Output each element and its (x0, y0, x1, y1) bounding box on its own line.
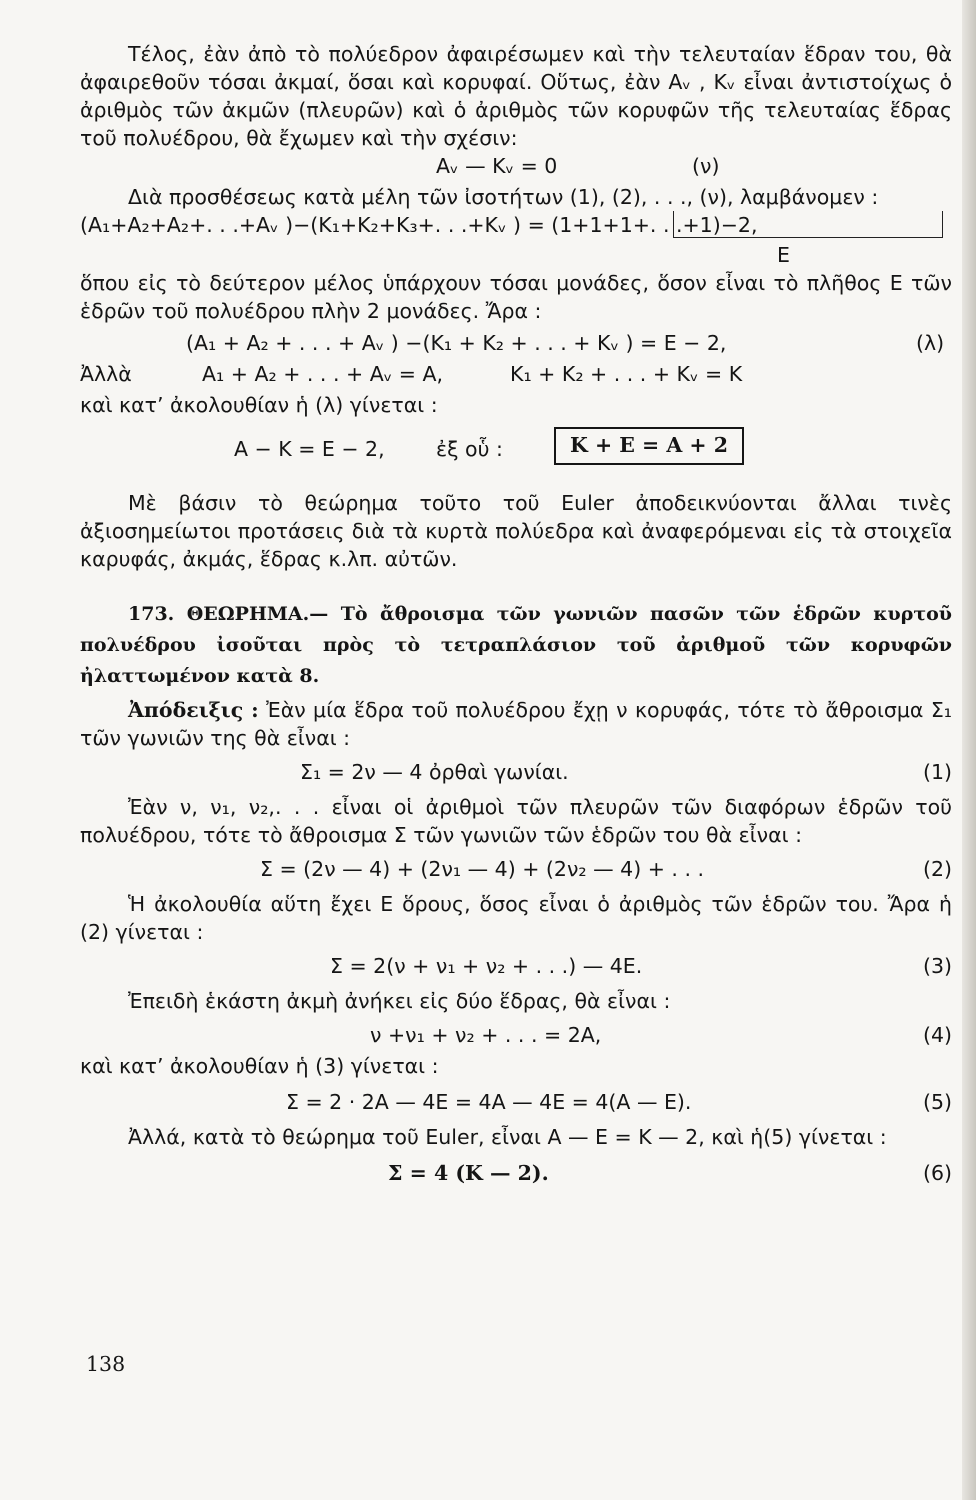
equation-1 (80, 758, 952, 789)
equation-lambda-text: (Α₁ + Α₂ + . . . + Αᵥ ) −(Κ₁ + Κ₂ + . . . + Κᵥ ) = Ε − 2, (186, 331, 727, 355)
equation-5-label: (5) (922, 1090, 952, 1114)
ex-ou-text: ἐξ οὗ : (436, 437, 503, 461)
equation-sum-left: (Α₁+Α₂+Α₂+. . .+Αᵥ )−(Κ₁+Κ₂+Κ₃+. . .+Κᵥ ) = ( (80, 213, 560, 237)
equation-3 (80, 952, 952, 983)
proof-text: Ἐὰν μία ἕδρα τοῦ πολυέδρου ἔχῃ ν κορυφάς, τότε τὸ ἄθροισμα Σ₁ τῶν γωνιῶν της θὰ εἶναι : (80, 698, 952, 750)
equation-sum-right: )−2, (712, 213, 758, 237)
equation-3-label: (3) (922, 954, 952, 978)
equation-2-label: (2) (922, 857, 952, 881)
equation-euler (80, 427, 952, 471)
euler-formula-box: Κ + Ε = Α + 2 (554, 427, 744, 465)
theorem-173: 173. ΘΕΩΡΗΜΑ.— Τὸ ἄθροισμα τῶν γωνιῶν πασῶν τῶν ἑδρῶν κυρτοῦ πολυέδρου ἰσοῦται πρὸς τὸ τετραπλάσιον τοῦ ἀριθμοῦ τῶν κορυφῶν ἠλαττωμένον κατὰ 8. (80, 603, 952, 687)
equation-nu-text: Αᵥ — Κᵥ = 0 (436, 154, 558, 178)
equation-alla (80, 360, 952, 391)
alla-equation-a: Α₁ + Α₂ + . . . + Αᵥ = Α, (202, 362, 444, 386)
equation-2-text: Σ = (2ν — 4) + (2ν₁ — 4) + (2ν₂ — 4) + . . . (260, 857, 705, 881)
paragraph-therefore: καὶ κατ’ ἀκολουθίαν ἡ (3) γίνεται : (80, 1054, 439, 1078)
page-number: 138 (86, 1352, 126, 1376)
equation-6-text: Σ = 4 (Κ — 2). (388, 1161, 549, 1185)
equation-lambda (80, 329, 952, 360)
paragraph-sequence: Ἡ ἀκολουθία αὕτη ἔχει Ε ὅρους, ὅσος εἶναι ὁ ἀριθμὸς τῶν ἑδρῶν του. Ἄρα ἡ (2) γίνεται : (80, 892, 952, 944)
equation-sum-ones: 1+1+1+. . .+1 (559, 213, 713, 237)
equation-1-text: Σ₁ = 2ν — 4 ὀρθαὶ γωνίαι. (300, 760, 569, 784)
equation-5-text: Σ = 2 · 2Α — 4Ε = 4Α — 4Ε = 4(Α — Ε). (286, 1090, 692, 1114)
underbrace-label: Ε (777, 243, 790, 267)
equation-sum (80, 211, 952, 269)
paragraph-euler-application: Μὲ βάσιν τὸ θεώρημα τοῦτο τοῦ Euler ἀποδεικνύονται ἄλλαι τινὲς ἀξιοσημείωτοι προτάσεις διὰ τὰ κυρτὰ πολύεδρα καὶ ἀναφερόμεναι εἰς τὰ στοιχεῖα καρυφάς, ἀκμάς, ἕδρας κ.λπ. αὐτῶν. (80, 491, 952, 571)
equation-4-text: ν +ν₁ + ν₂ + . . . = 2Α, (370, 1023, 602, 1047)
paragraph-consequence: καὶ κατ’ ἀκολουθίαν ἡ (λ) γίνεται : (80, 393, 438, 417)
underbrace (673, 211, 943, 238)
paragraph-edges: Ἐπειδὴ ἑκάστη ἀκμὴ ἀνήκει εἰς δύο ἕδρας, θὰ εἶναι : (128, 989, 671, 1013)
equation-lambda-label: (λ) (916, 331, 945, 355)
equation-6 (80, 1159, 952, 1190)
euler-relation: Α − Κ = Ε − 2, (234, 437, 385, 461)
equation-4-label: (4) (922, 1023, 952, 1047)
page-content (80, 40, 952, 1190)
equation-6-label: (6) (922, 1161, 952, 1185)
proof-label: Ἀπόδειξις : (128, 698, 259, 722)
paragraph-conclusion: Ἀλλά, κατὰ τὸ θεώρημα τοῦ Euler, εἶναι Α — Ε = Κ — 2, καὶ ἡ(5) γίνεται : (128, 1125, 887, 1149)
equation-1-label: (1) (922, 760, 952, 784)
paragraph-intro: Τέλος, ἐὰν ἀπὸ τὸ πολύεδρον ἀφαιρέσωμεν καὶ τὴν τελευταίαν ἕδραν του, θὰ ἀφαιρεθοῦν τόσαι ἀκμαί, ὅσαι καὶ κορυφαί. Οὕτως, ἐὰν Αᵥ , Κᵥ εἶναι ἀντιστοίχως ὁ ἀριθμὸς τῶν ἀκμῶν (πλευρῶν) καὶ ὁ ἀριθμὸς τῶν κορυφῶν τῆς τελευταίας ἕδρας τοῦ πολυέδρου, θὰ ἔχωμεν καὶ τὴν σχέσιν: (80, 42, 952, 150)
alla-equation-k: Κ₁ + Κ₂ + . . . + Κᵥ = Κ (510, 362, 743, 386)
equation-nu-label: (ν) (692, 154, 720, 178)
paragraph-proof (80, 696, 952, 752)
paragraph-faces: Ἐὰν ν, ν₁, ν₂,. . . εἶναι οἱ ἀριθμοὶ τῶν πλευρῶν τῶν διαφόρων ἑδρῶν τοῦ πολυέδρου, τότε τὸ ἄθροισμα Σ τῶν γωνιῶν τῶν ἑδρῶν του θὰ εἶναι : (80, 795, 952, 847)
paragraph-explanation: ὅπου εἰς τὸ δεύτερον μέλος ὑπάρχουν τόσαι μονάδες, ὅσον εἶναι τὸ πλῆθος Ε τῶν ἑδρῶν τοῦ πολυέδρου πλὴν 2 μονάδες. Ἄρα : (80, 271, 952, 323)
equation-4 (80, 1021, 952, 1052)
equation-3-text: Σ = 2(ν + ν₁ + ν₂ + . . .) — 4Ε. (330, 954, 643, 978)
alla-word: Ἀλλὰ (80, 362, 132, 386)
equation-2 (80, 855, 952, 886)
page-edge (962, 0, 976, 1500)
equation-nu (80, 152, 952, 183)
paragraph-summation: Διὰ προσθέσεως κατὰ μέλη τῶν ἰσοτήτων (1), (2), . . ., (ν), λαμβάνομεν : (128, 185, 879, 209)
equation-5 (80, 1088, 952, 1119)
